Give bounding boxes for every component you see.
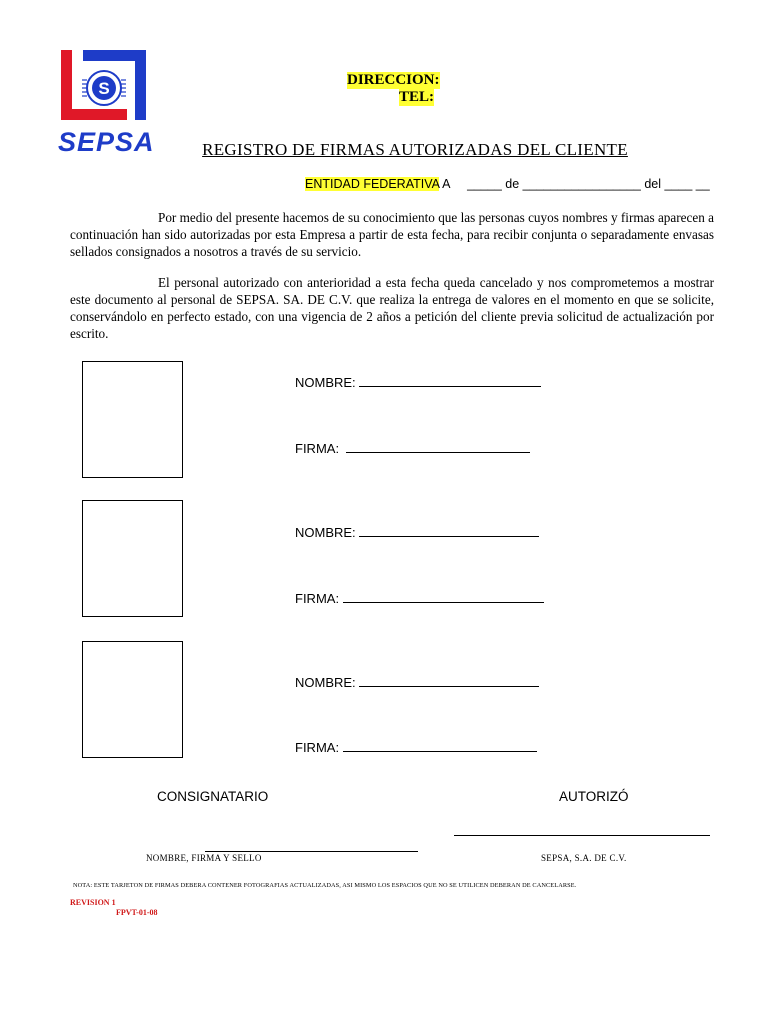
consignatario-caption: NOMBRE, FIRMA Y SELLO	[146, 853, 262, 863]
direccion-label: DIRECCION:	[347, 72, 440, 88]
photo-box-1	[82, 361, 183, 478]
firma-line	[343, 591, 544, 603]
date-line	[305, 177, 710, 191]
form-code: FPVT-01-08	[116, 908, 158, 917]
nombre-line	[359, 675, 539, 687]
revision-label: REVISION 1	[70, 898, 116, 907]
firma-line	[343, 740, 537, 752]
page-title: REGISTRO DE FIRMAS AUTORIZADAS DEL CLIENTE	[202, 140, 628, 159]
nombre-line	[359, 375, 541, 387]
entidad-federativa-label: ENTIDAD FEDERATIVA	[305, 177, 440, 191]
consignatario-label: CONSIGNATARIO	[157, 789, 269, 804]
firma-field-3[interactable]	[295, 740, 537, 755]
nombre-label: NOMBRE:	[295, 675, 356, 690]
intro-paragraph: Por medio del presente hacemos de su conocimiento que las personas cuyos nombres y firmas aparecen a continuación han sido autorizadas por esta Empresa a partir de esta fecha, para recibir conjunta o separadamente envasas sellados consignados a nosotros a través de su servicio.	[70, 210, 714, 259]
firma-field-1[interactable]	[295, 441, 530, 456]
consignatario-signature-line[interactable]	[205, 851, 418, 852]
nombre-field-1[interactable]	[295, 375, 541, 390]
firma-line	[346, 441, 530, 453]
nombre-field-3[interactable]	[295, 675, 539, 690]
nombre-field-2[interactable]	[295, 525, 539, 540]
autorizo-signature-line[interactable]	[454, 835, 710, 836]
logo-emblem-letter: S	[98, 79, 110, 98]
nota-text: NOTA: ESTE TARJETON DE FIRMAS DEBERA CONTENER FOTOGRAFIAS ACTUALIZADAS, ASI MISMO LOS ESPACIOS QUE NO SE UTILICEN DEBERAN DE CANCELARSE.	[73, 882, 577, 889]
autorizo-label: AUTORIZÓ	[559, 789, 629, 804]
tel-label: TEL:	[399, 89, 435, 105]
nombre-label: NOMBRE:	[295, 375, 356, 390]
firma-label: FIRMA:	[295, 740, 340, 755]
logo-wordmark: SEPSA	[58, 127, 155, 157]
firma-field-2[interactable]	[295, 591, 544, 606]
validity-paragraph: El personal autorizado con anterioridad a esta fecha queda cancelado y nos comprometemos a mostrar este documento al personal de SEPSA. SA. DE C.V. que realiza la entrega de valores en el momento en que se solicite, conservándolo en perfecto estado, con una vigencia de 2 años a petición del cliente previa solicitud de actualización por escrito.	[70, 275, 714, 341]
nombre-line	[359, 525, 539, 537]
firma-label: FIRMA:	[295, 591, 340, 606]
firma-label: FIRMA:	[295, 441, 340, 456]
autorizo-caption: SEPSA, S.A. DE C.V.	[541, 853, 627, 863]
photo-box-3	[82, 641, 183, 758]
photo-box-2	[82, 500, 183, 617]
nombre-label: NOMBRE:	[295, 525, 356, 540]
date-blanks: A _____ de _________________ del ____ __	[439, 177, 710, 191]
